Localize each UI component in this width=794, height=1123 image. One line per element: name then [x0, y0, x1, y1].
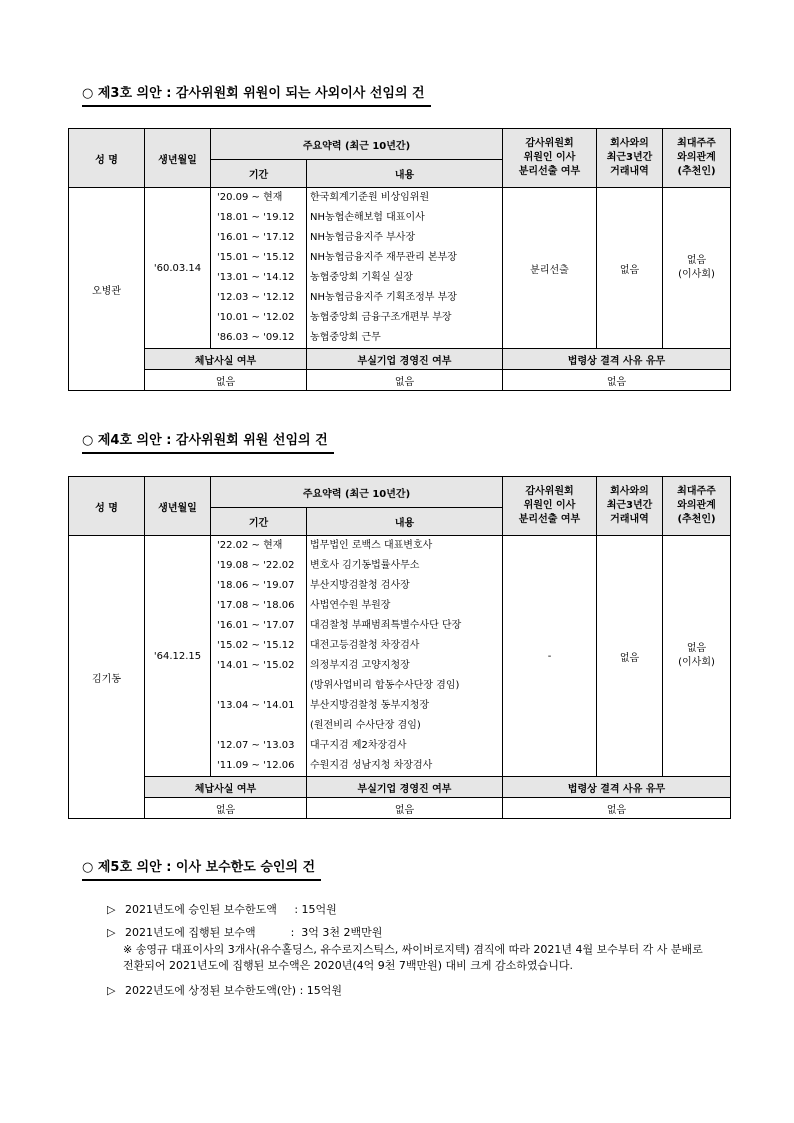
- insolvent-value: 없음: [307, 370, 503, 391]
- person-birth: '64.12.15: [145, 536, 211, 777]
- career-period: '13.01 ~ '14.12: [217, 272, 295, 283]
- header-period: 기간: [211, 508, 307, 536]
- career-period: '18.01 ~ '19.12: [217, 212, 295, 223]
- header-trade: 회사와의 최근3년간 거래내역: [597, 129, 663, 188]
- list-item: [107, 982, 713, 999]
- career-content: 수원지검 성남지청 차장검사: [310, 760, 433, 771]
- career-periods: [211, 188, 307, 349]
- career-periods: [211, 536, 307, 777]
- executed-pay-text: 2021년도에 집행된 보수액 : 3억 3천 2백만원: [125, 926, 383, 939]
- career-content: 법무법인 로백스 대표변호사: [310, 540, 433, 551]
- career-period: '11.09 ~ '12.06: [217, 760, 295, 771]
- career-content: 의정부지검 고양지청장: [310, 660, 410, 671]
- section5-title: ○ 제5호 의안 : 이사 보수한도 승인의 건: [82, 858, 321, 881]
- section5-body: [107, 901, 713, 1005]
- shareholder-relation: 없음 (이사회): [663, 188, 731, 349]
- career-content: 농협중앙회 기획실 실장: [310, 272, 413, 283]
- career-period: '15.02 ~ '15.12: [217, 640, 295, 651]
- career-period: '12.07 ~ '13.03: [217, 740, 295, 751]
- list-item: [107, 924, 713, 941]
- person-name: 김기동: [69, 536, 145, 819]
- career-content: 한국회계기준원 비상임위원: [310, 192, 430, 203]
- header-tax: 체납사실 여부: [145, 349, 307, 370]
- header-career: 주요약력 (최근 10년간): [211, 129, 503, 160]
- shareholder-relation: 없음 (이사회): [663, 536, 731, 777]
- career-content: (원전비리 수사단장 겸임): [310, 720, 421, 731]
- career-period: '20.09 ~ 현재: [217, 192, 283, 203]
- header-birth: 생년월일: [145, 477, 211, 536]
- career-content: NH농협손해보험 대표이사: [310, 212, 425, 223]
- career-content: 대구지검 제2차장검사: [310, 740, 407, 751]
- proposed-limit-text: 2022년도에 상정된 보수한도액(안) : 15억원: [125, 984, 343, 997]
- career-content: 부산지방검찰청 검사장: [310, 580, 410, 591]
- career-period: '12.03 ~ '12.12: [217, 292, 295, 303]
- career-content: 부산지방검찰청 동부지청장: [310, 700, 430, 711]
- trade-history: 없음: [597, 188, 663, 349]
- trade-history: 없음: [597, 536, 663, 777]
- insolvent-value: 없음: [307, 798, 503, 819]
- audit-separation: -: [503, 536, 597, 777]
- header-disqual: 법령상 결격 사유 유무: [503, 349, 731, 370]
- career-period: '22.02 ~ 현재: [217, 540, 283, 551]
- header-audit: 감사위원회 위원인 이사 분리선출 여부: [503, 129, 597, 188]
- career-period: '10.01 ~ '12.02: [217, 312, 295, 323]
- career-content: 대전고등검찰청 차장검사: [310, 640, 420, 651]
- career-content: 사법연수원 부원장: [310, 600, 391, 611]
- career-period: '19.08 ~ '22.02: [217, 560, 295, 571]
- disqual-value: 없음: [503, 370, 731, 391]
- header-name: 성 명: [69, 129, 145, 188]
- career-content: NH농협금융지주 부사장: [310, 232, 416, 243]
- approved-limit-text: 2021년도에 승인된 보수한도액 : 15억원: [125, 903, 337, 916]
- header-audit: 감사위원회 위원인 이사 분리선출 여부: [503, 477, 597, 536]
- header-relation: 최대주주 와의관계 (추천인): [663, 477, 731, 536]
- audit-separation: 분리선출: [503, 188, 597, 349]
- header-disqual: 법령상 결격 사유 유무: [503, 777, 731, 798]
- triangle-bullet-icon: ▷: [107, 984, 116, 997]
- career-content: 농협중앙회 근무: [310, 332, 381, 343]
- header-content: 내용: [307, 160, 503, 188]
- header-trade: 회사와의 최근3년간 거래내역: [597, 477, 663, 536]
- triangle-bullet-icon: ▷: [107, 926, 116, 939]
- career-period: '16.01 ~ '17.07: [217, 620, 295, 631]
- career-contents: [307, 536, 503, 777]
- header-insolvent: 부실기업 경영진 여부: [307, 349, 503, 370]
- header-relation: 최대주주 와의관계 (추천인): [663, 129, 731, 188]
- career-period: '18.06 ~ '19.07: [217, 580, 295, 591]
- career-period: '16.01 ~ '17.12: [217, 232, 295, 243]
- career-period: '14.01 ~ '15.02: [217, 660, 295, 671]
- header-career: 주요약력 (최근 10년간): [211, 477, 503, 508]
- career-period: '15.01 ~ '15.12: [217, 252, 295, 263]
- career-content: 변호사 김기동법률사무소: [310, 560, 420, 571]
- career-period: '17.08 ~ '18.06: [217, 600, 295, 611]
- header-period: 기간: [211, 160, 307, 188]
- triangle-bullet-icon: ▷: [107, 903, 116, 916]
- header-insolvent: 부실기업 경영진 여부: [307, 777, 503, 798]
- career-content: 대검찰청 부패범죄특별수사단 단장: [310, 620, 462, 631]
- career-content: 농협중앙회 금융구조개편부 부장: [310, 312, 452, 323]
- person-name: 오병관: [69, 188, 145, 391]
- header-content: 내용: [307, 508, 503, 536]
- section4-title: ○ 제4호 의안 : 감사위원회 위원 선임의 건: [82, 431, 334, 454]
- list-item: [107, 901, 713, 918]
- career-contents: [307, 188, 503, 349]
- tax-value: 없음: [145, 798, 307, 819]
- career-period: '86.03 ~ '09.12: [217, 332, 295, 343]
- header-tax: 체납사실 여부: [145, 777, 307, 798]
- career-content: NH농협금융지주 재무관리 본부장: [310, 252, 457, 263]
- section3-table: [68, 128, 731, 391]
- header-birth: 생년월일: [145, 129, 211, 188]
- disqual-value: 없음: [503, 798, 731, 819]
- tax-value: 없음: [145, 370, 307, 391]
- footnote: ※ 송영규 대표이사의 3개사(유수홀딩스, 유수로지스틱스, 싸이버로지텍) 겸직에 따라 2021년 4월 보수부터 각 사 분배로 전환되어 2021년도에 집행된 보수액은 2020년(4억 9천 7백만원) 대비 크게 감소하였습니다.: [123, 943, 703, 972]
- career-period: [217, 676, 306, 696]
- career-period: '13.04 ~ '14.01: [217, 700, 295, 711]
- person-birth: '60.03.14: [145, 188, 211, 349]
- career-period: [217, 716, 306, 736]
- career-content: NH농협금융지주 기획조정부 부장: [310, 292, 457, 303]
- section4-table: [68, 476, 731, 819]
- career-content: (방위사업비리 합동수사단장 겸임): [310, 680, 460, 691]
- section3-title: ○ 제3호 의안 : 감사위원회 위원이 되는 사외이사 선임의 건: [82, 84, 431, 107]
- header-name: 성 명: [69, 477, 145, 536]
